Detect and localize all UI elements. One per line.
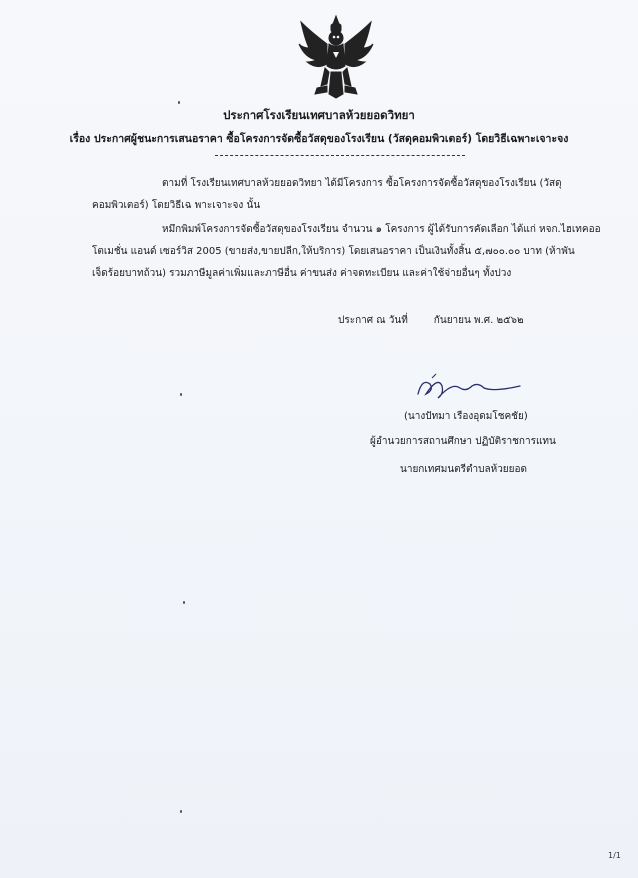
garuda-emblem-icon: [297, 14, 375, 100]
signatory-name: (นางปัทมา เรืองอุดมโชคชัย): [404, 411, 528, 422]
signatory-position: ผู้อำนวยการสถานศึกษา ปฏิบัติราชการแทน: [370, 436, 556, 447]
paragraph-2-line-1: หมึกพิมพ์โครงการจัดซื้อวัสดุของโรงเรียน จำนวน ๑ โครงการ ผู้ได้รับการคัดเลือก ได้แก่ หจก.ไฮเทคออ: [162, 224, 601, 235]
scan-speck: [183, 601, 185, 604]
paragraph-2-line-3: เจ็ดร้อยบาทถ้วน) รวมภาษีมูลค่าเพิ่มและภาษีอื่น ค่าขนส่ง ค่าจดทะเบียน และค่าใช้จ่ายอื่นๆ ทั้งปวง: [92, 268, 512, 279]
announcement-title: ประกาศโรงเรียนเทศบาลห้วยยอดวิทยา: [223, 108, 415, 122]
paragraph-2-line-2: โตเมชั่น แอนด์ เซอร์วิส 2005 (ขายส่ง,ขายปลีก,ให้บริการ) โดยเสนอราคา เป็นเงินทั้งสิ้น ๕,๗๐๐.๐๐ บาท (ห้าพัน: [92, 246, 575, 257]
signatory-position-2: นายกเทศมนตรีตำบลห้วยยอด: [400, 464, 528, 475]
announcement-subject: เรื่อง ประกาศผู้ชนะการเสนอราคา ซื้อโครงการจัดซื้อวัสดุของโรงเรียน (วัสดุคอมพิวเตอร์) โดยวิธีเฉพาะเจาะจง: [69, 133, 569, 145]
paragraph-1-line-2: คอมพิวเตอร์) โดยวิธีเฉ พาะเจาะจง นั้น: [92, 200, 261, 211]
page-number: 1/1: [608, 851, 621, 860]
scan-speck: [178, 101, 180, 104]
paragraph-1-line-1: ตามที่ โรงเรียนเทศบาลห้วยยอดวิทยา ได้มีโครงการ ซื้อโครงการจัดซื้อวัสดุของโรงเรียน (วัสดุ: [162, 178, 562, 189]
scan-speck: [180, 393, 182, 396]
scan-speck: [180, 810, 182, 813]
divider: [215, 155, 465, 156]
announcement-date: [338, 313, 524, 328]
handwritten-signature: [408, 372, 528, 402]
date-label: ประกาศ ณ วันที่: [338, 315, 408, 326]
date-month-year: กันยายน พ.ศ. ๒๕๖๒: [433, 315, 524, 326]
